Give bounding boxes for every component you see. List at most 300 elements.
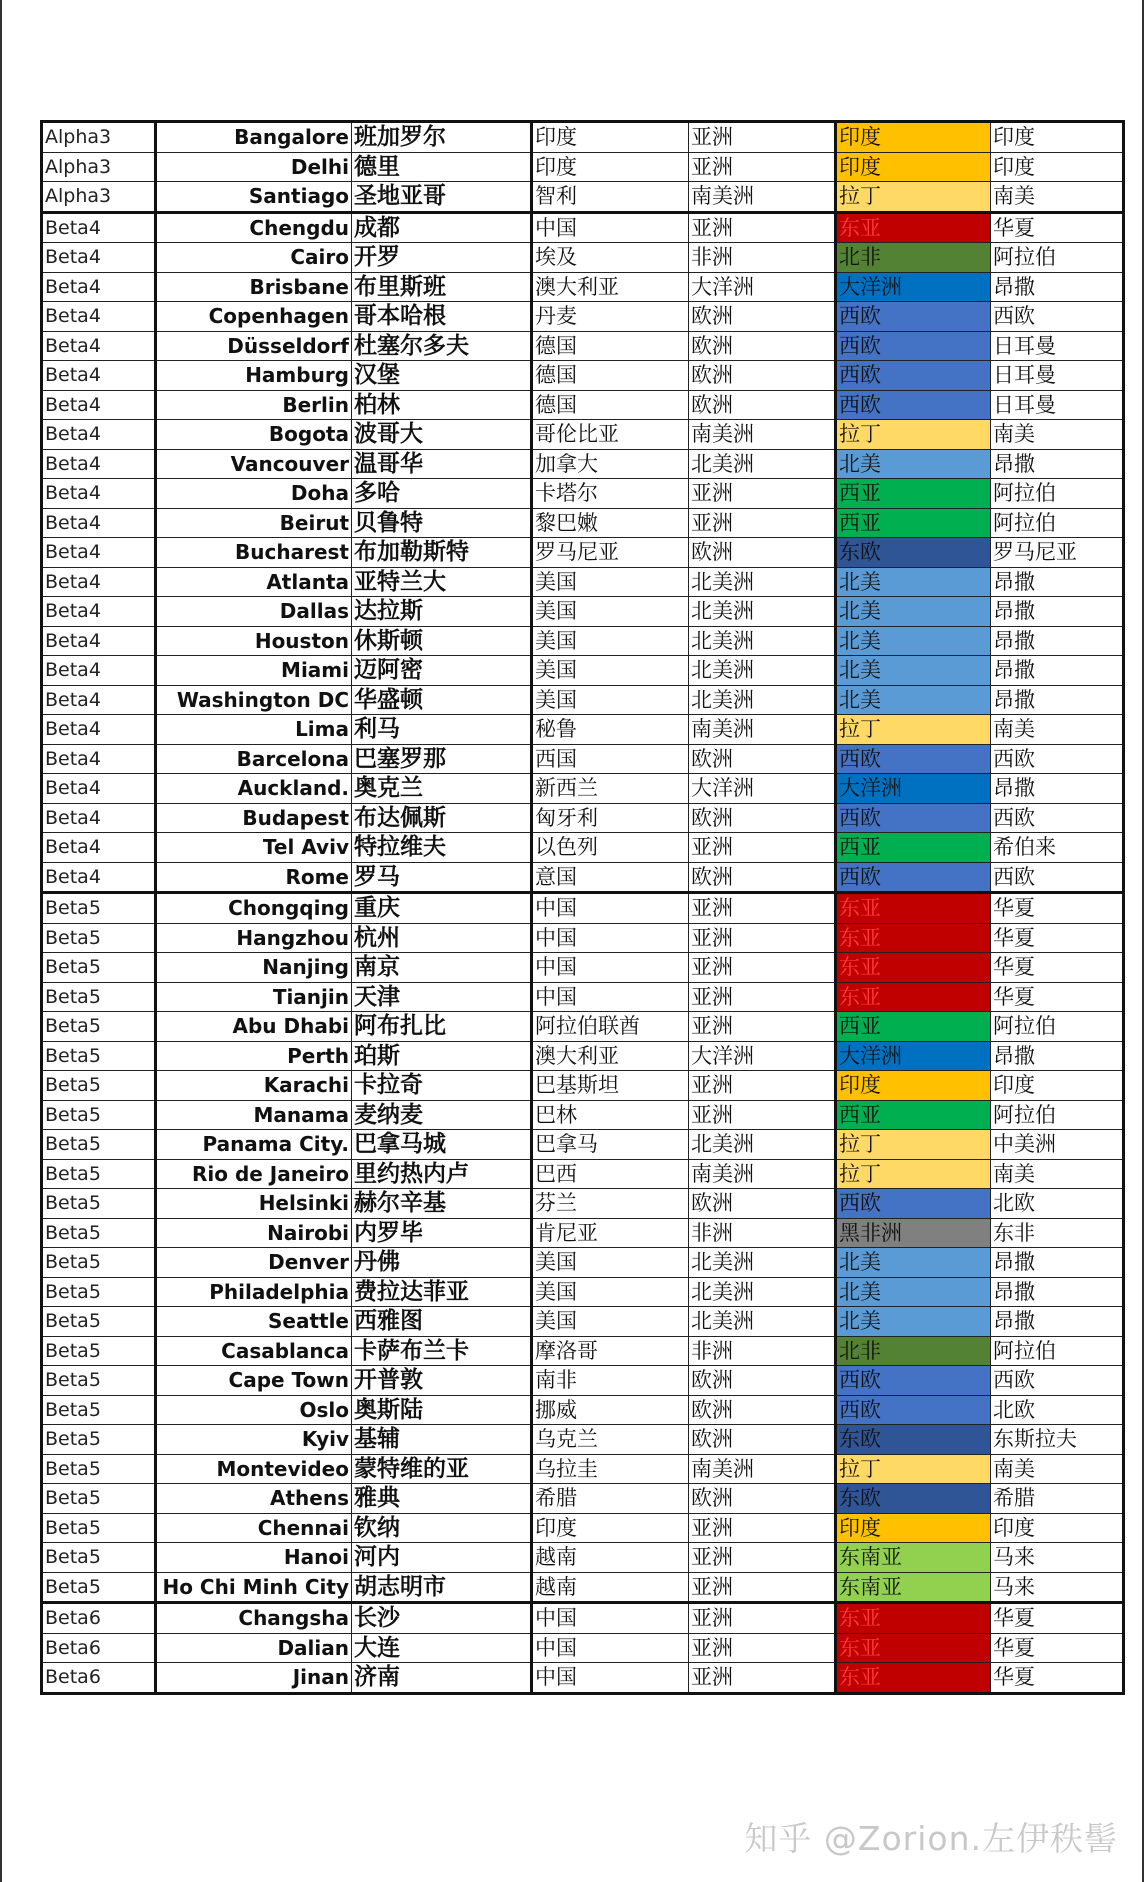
tier-cell: Beta5 (42, 953, 156, 983)
country-cell: 美国 (532, 597, 689, 627)
table-body (42, 122, 1124, 1694)
city-english-cell: Panama City. (156, 1130, 352, 1160)
region-cell: 西亚 (836, 833, 991, 863)
city-english-cell: Denver (156, 1248, 352, 1278)
country-cell: 哥伦比亚 (532, 420, 689, 450)
country-cell: 以色列 (532, 833, 689, 863)
culture-cell: 昂撒 (991, 656, 1124, 686)
city-chinese-cell: 温哥华 (352, 449, 532, 479)
city-chinese-cell: 特拉维夫 (352, 833, 532, 863)
city-chinese-cell: 贝鲁特 (352, 508, 532, 538)
table-row (42, 212, 1124, 243)
region-cell: 拉丁 (836, 1454, 991, 1484)
continent-cell: 南美洲 (689, 1159, 836, 1189)
region-cell: 西欧 (836, 1189, 991, 1219)
tier-cell: Beta5 (42, 893, 156, 924)
table-row (42, 508, 1124, 538)
city-english-cell: Chennai (156, 1513, 352, 1543)
city-english-cell: Vancouver (156, 449, 352, 479)
region-cell: 东欧 (836, 538, 991, 568)
city-english-cell: Bucharest (156, 538, 352, 568)
culture-cell: 华夏 (991, 212, 1124, 243)
tier-cell: Beta6 (42, 1663, 156, 1694)
continent-cell: 南美洲 (689, 1454, 836, 1484)
table-row (42, 982, 1124, 1012)
table-row (42, 833, 1124, 863)
city-english-cell: Beirut (156, 508, 352, 538)
culture-cell: 南美 (991, 1454, 1124, 1484)
culture-cell: 昂撒 (991, 449, 1124, 479)
tier-cell: Beta4 (42, 302, 156, 332)
region-cell: 西欧 (836, 302, 991, 332)
city-chinese-cell: 赫尔辛基 (352, 1189, 532, 1219)
continent-cell: 欧洲 (689, 803, 836, 833)
continent-cell: 北美洲 (689, 1307, 836, 1337)
city-english-cell: Rio de Janeiro (156, 1159, 352, 1189)
city-chinese-cell: 圣地亚哥 (352, 182, 532, 213)
continent-cell: 亚洲 (689, 1543, 836, 1573)
region-cell: 北美 (836, 626, 991, 656)
country-cell: 乌拉圭 (532, 1454, 689, 1484)
city-english-cell: Kyiv (156, 1425, 352, 1455)
table-row (42, 331, 1124, 361)
continent-cell: 亚洲 (689, 1633, 836, 1663)
country-cell: 中国 (532, 1633, 689, 1663)
country-cell: 美国 (532, 656, 689, 686)
region-cell: 东亚 (836, 1663, 991, 1694)
country-cell: 阿拉伯联酋 (532, 1012, 689, 1042)
region-cell: 东亚 (836, 893, 991, 924)
culture-cell: 马来 (991, 1543, 1124, 1573)
tier-cell: Beta5 (42, 1012, 156, 1042)
city-chinese-cell: 长沙 (352, 1603, 532, 1634)
table-row (42, 479, 1124, 509)
city-english-cell: Chengdu (156, 212, 352, 243)
continent-cell: 亚洲 (689, 953, 836, 983)
city-english-cell: Oslo (156, 1395, 352, 1425)
region-cell: 东欧 (836, 1484, 991, 1514)
region-cell: 印度 (836, 122, 991, 153)
city-chinese-cell: 班加罗尔 (352, 122, 532, 153)
city-english-cell: Berlin (156, 390, 352, 420)
tier-cell: Beta4 (42, 833, 156, 863)
culture-cell: 罗马尼亚 (991, 538, 1124, 568)
region-cell: 西欧 (836, 803, 991, 833)
table-row (42, 715, 1124, 745)
tier-cell: Beta5 (42, 1248, 156, 1278)
culture-cell: 西欧 (991, 803, 1124, 833)
tier-cell: Beta5 (42, 1130, 156, 1160)
region-cell: 北美 (836, 1307, 991, 1337)
region-cell: 西欧 (836, 1395, 991, 1425)
city-english-cell: Seattle (156, 1307, 352, 1337)
region-cell: 西欧 (836, 331, 991, 361)
country-cell: 中国 (532, 212, 689, 243)
region-cell: 东亚 (836, 1633, 991, 1663)
city-chinese-cell: 巴塞罗那 (352, 744, 532, 774)
tier-cell: Beta4 (42, 656, 156, 686)
table-row (42, 803, 1124, 833)
table-row (42, 538, 1124, 568)
region-cell: 印度 (836, 152, 991, 182)
country-cell: 美国 (532, 1248, 689, 1278)
country-cell: 西国 (532, 744, 689, 774)
country-cell: 巴西 (532, 1159, 689, 1189)
city-chinese-cell: 河内 (352, 1543, 532, 1573)
city-chinese-cell: 德里 (352, 152, 532, 182)
city-english-cell: Jinan (156, 1663, 352, 1694)
country-cell: 美国 (532, 1307, 689, 1337)
country-cell: 埃及 (532, 243, 689, 273)
continent-cell: 欧洲 (689, 1425, 836, 1455)
city-english-cell: Brisbane (156, 272, 352, 302)
country-cell: 挪威 (532, 1395, 689, 1425)
region-cell: 东南亚 (836, 1543, 991, 1573)
city-english-cell: Tel Aviv (156, 833, 352, 863)
continent-cell: 亚洲 (689, 1071, 836, 1101)
culture-cell: 北欧 (991, 1189, 1124, 1219)
country-cell: 美国 (532, 1277, 689, 1307)
city-english-cell: Athens (156, 1484, 352, 1514)
culture-cell: 昂撒 (991, 1248, 1124, 1278)
continent-cell: 亚洲 (689, 1100, 836, 1130)
city-english-cell: Atlanta (156, 567, 352, 597)
region-cell: 印度 (836, 1513, 991, 1543)
tier-cell: Beta5 (42, 982, 156, 1012)
region-cell: 大洋洲 (836, 272, 991, 302)
continent-cell: 北美洲 (689, 685, 836, 715)
tier-cell: Beta5 (42, 1513, 156, 1543)
region-cell: 北美 (836, 597, 991, 627)
continent-cell: 欧洲 (689, 1366, 836, 1396)
tier-cell: Alpha3 (42, 152, 156, 182)
continent-cell: 欧洲 (689, 390, 836, 420)
table-row (42, 1071, 1124, 1101)
country-cell: 南非 (532, 1366, 689, 1396)
city-chinese-cell: 里约热内卢 (352, 1159, 532, 1189)
region-cell: 大洋洲 (836, 774, 991, 804)
country-cell: 中国 (532, 953, 689, 983)
tier-cell: Beta5 (42, 1277, 156, 1307)
continent-cell: 亚洲 (689, 1012, 836, 1042)
culture-cell: 华夏 (991, 1603, 1124, 1634)
region-cell: 大洋洲 (836, 1041, 991, 1071)
table-row (42, 420, 1124, 450)
country-cell: 匈牙利 (532, 803, 689, 833)
table-row (42, 1513, 1124, 1543)
country-cell: 德国 (532, 361, 689, 391)
country-cell: 肯尼亚 (532, 1218, 689, 1248)
table-row (42, 1130, 1124, 1160)
continent-cell: 大洋洲 (689, 774, 836, 804)
table-row (42, 953, 1124, 983)
table-row (42, 685, 1124, 715)
tier-cell: Beta4 (42, 479, 156, 509)
table-row (42, 1159, 1124, 1189)
city-chinese-cell: 麦纳麦 (352, 1100, 532, 1130)
city-english-cell: Copenhagen (156, 302, 352, 332)
city-chinese-cell: 卡萨布兰卡 (352, 1336, 532, 1366)
culture-cell: 昂撒 (991, 1041, 1124, 1071)
city-english-cell: Perth (156, 1041, 352, 1071)
region-cell: 东亚 (836, 1603, 991, 1634)
table-row (42, 272, 1124, 302)
culture-cell: 阿拉伯 (991, 1012, 1124, 1042)
culture-cell: 南美 (991, 182, 1124, 213)
region-cell: 东亚 (836, 923, 991, 953)
region-cell: 北非 (836, 243, 991, 273)
table-row (42, 1603, 1124, 1634)
table-row (42, 390, 1124, 420)
culture-cell: 南美 (991, 715, 1124, 745)
tier-cell: Beta4 (42, 331, 156, 361)
country-cell: 澳大利亚 (532, 1041, 689, 1071)
continent-cell: 欧洲 (689, 331, 836, 361)
culture-cell: 阿拉伯 (991, 243, 1124, 273)
city-chinese-cell: 雅典 (352, 1484, 532, 1514)
region-cell: 西亚 (836, 479, 991, 509)
continent-cell: 欧洲 (689, 538, 836, 568)
continent-cell: 亚洲 (689, 479, 836, 509)
city-english-cell: Miami (156, 656, 352, 686)
continent-cell: 亚洲 (689, 893, 836, 924)
city-chinese-cell: 奥斯陆 (352, 1395, 532, 1425)
region-cell: 北美 (836, 685, 991, 715)
city-chinese-cell: 大连 (352, 1633, 532, 1663)
continent-cell: 亚洲 (689, 1572, 836, 1603)
city-english-cell: Ho Chi Minh City (156, 1572, 352, 1603)
culture-cell: 印度 (991, 1071, 1124, 1101)
table-row (42, 597, 1124, 627)
culture-cell: 昂撒 (991, 774, 1124, 804)
country-cell: 越南 (532, 1543, 689, 1573)
city-chinese-cell: 汉堡 (352, 361, 532, 391)
culture-cell: 阿拉伯 (991, 508, 1124, 538)
country-cell: 中国 (532, 1663, 689, 1694)
table-row (42, 1218, 1124, 1248)
city-chinese-cell: 开罗 (352, 243, 532, 273)
continent-cell: 欧洲 (689, 361, 836, 391)
region-cell: 西欧 (836, 361, 991, 391)
tier-cell: Beta5 (42, 1336, 156, 1366)
tier-cell: Beta4 (42, 774, 156, 804)
city-chinese-cell: 哥本哈根 (352, 302, 532, 332)
region-cell: 拉丁 (836, 1159, 991, 1189)
city-chinese-cell: 蒙特维的亚 (352, 1454, 532, 1484)
country-cell: 印度 (532, 1513, 689, 1543)
continent-cell: 非洲 (689, 1218, 836, 1248)
tier-cell: Beta4 (42, 803, 156, 833)
tier-cell: Beta4 (42, 449, 156, 479)
country-cell: 罗马尼亚 (532, 538, 689, 568)
tier-cell: Beta5 (42, 1366, 156, 1396)
culture-cell: 希腊 (991, 1484, 1124, 1514)
tier-cell: Beta5 (42, 1218, 156, 1248)
culture-cell: 昂撒 (991, 272, 1124, 302)
city-chinese-cell: 阿布扎比 (352, 1012, 532, 1042)
continent-cell: 亚洲 (689, 152, 836, 182)
table-row (42, 1395, 1124, 1425)
country-cell: 加拿大 (532, 449, 689, 479)
city-english-cell: Hanoi (156, 1543, 352, 1573)
table-row (42, 1307, 1124, 1337)
table-row (42, 626, 1124, 656)
city-english-cell: Karachi (156, 1071, 352, 1101)
city-english-cell: Budapest (156, 803, 352, 833)
country-cell: 中国 (532, 1603, 689, 1634)
culture-cell: 华夏 (991, 982, 1124, 1012)
city-english-cell: Lima (156, 715, 352, 745)
country-cell: 秘鲁 (532, 715, 689, 745)
culture-cell: 北欧 (991, 1395, 1124, 1425)
country-cell: 智利 (532, 182, 689, 213)
continent-cell: 北美洲 (689, 1277, 836, 1307)
city-english-cell: Düsseldorf (156, 331, 352, 361)
region-cell: 西亚 (836, 508, 991, 538)
tier-cell: Beta4 (42, 538, 156, 568)
city-english-cell: Rome (156, 862, 352, 893)
continent-cell: 亚洲 (689, 1603, 836, 1634)
country-cell: 德国 (532, 390, 689, 420)
table-row (42, 1543, 1124, 1573)
continent-cell: 南美洲 (689, 420, 836, 450)
culture-cell: 希伯来 (991, 833, 1124, 863)
city-chinese-cell: 成都 (352, 212, 532, 243)
culture-cell: 印度 (991, 1513, 1124, 1543)
tier-cell: Beta4 (42, 744, 156, 774)
city-chinese-cell: 胡志明市 (352, 1572, 532, 1603)
country-cell: 中国 (532, 923, 689, 953)
culture-cell: 华夏 (991, 953, 1124, 983)
continent-cell: 亚洲 (689, 508, 836, 538)
city-chinese-cell: 杭州 (352, 923, 532, 953)
country-cell: 乌克兰 (532, 1425, 689, 1455)
region-cell: 西欧 (836, 390, 991, 420)
tier-cell: Beta4 (42, 862, 156, 893)
continent-cell: 北美洲 (689, 656, 836, 686)
tier-cell: Alpha3 (42, 122, 156, 153)
city-chinese-cell: 天津 (352, 982, 532, 1012)
table-row (42, 361, 1124, 391)
table-row (42, 1366, 1124, 1396)
continent-cell: 南美洲 (689, 182, 836, 213)
continent-cell: 北美洲 (689, 597, 836, 627)
city-english-cell: Auckland. (156, 774, 352, 804)
tier-cell: Beta5 (42, 1307, 156, 1337)
culture-cell: 西欧 (991, 862, 1124, 893)
culture-cell: 东斯拉夫 (991, 1425, 1124, 1455)
continent-cell: 亚洲 (689, 923, 836, 953)
continent-cell: 欧洲 (689, 744, 836, 774)
city-chinese-cell: 内罗毕 (352, 1218, 532, 1248)
table-row (42, 774, 1124, 804)
continent-cell: 北美洲 (689, 449, 836, 479)
culture-cell: 华夏 (991, 923, 1124, 953)
table-row (42, 1277, 1124, 1307)
city-chinese-cell: 休斯顿 (352, 626, 532, 656)
tier-cell: Beta5 (42, 923, 156, 953)
city-english-cell: Abu Dhabi (156, 1012, 352, 1042)
tier-cell: Beta4 (42, 212, 156, 243)
continent-cell: 非洲 (689, 1336, 836, 1366)
city-english-cell: Santiago (156, 182, 352, 213)
country-cell: 希腊 (532, 1484, 689, 1514)
city-chinese-cell: 波哥大 (352, 420, 532, 450)
city-chinese-cell: 珀斯 (352, 1041, 532, 1071)
table-row (42, 1633, 1124, 1663)
city-chinese-cell: 多哈 (352, 479, 532, 509)
tier-cell: Beta6 (42, 1603, 156, 1634)
city-chinese-cell: 布加勒斯特 (352, 538, 532, 568)
region-cell: 东亚 (836, 982, 991, 1012)
city-english-cell: Philadelphia (156, 1277, 352, 1307)
culture-cell: 马来 (991, 1572, 1124, 1603)
city-english-cell: Bogota (156, 420, 352, 450)
city-chinese-cell: 布达佩斯 (352, 803, 532, 833)
table-row (42, 862, 1124, 893)
continent-cell: 欧洲 (689, 1189, 836, 1219)
tier-cell: Beta5 (42, 1100, 156, 1130)
city-english-cell: Doha (156, 479, 352, 509)
city-chinese-cell: 卡拉奇 (352, 1071, 532, 1101)
country-cell: 新西兰 (532, 774, 689, 804)
tier-cell: Beta5 (42, 1071, 156, 1101)
city-english-cell: Bangalore (156, 122, 352, 153)
continent-cell: 亚洲 (689, 982, 836, 1012)
city-chinese-cell: 费拉达菲亚 (352, 1277, 532, 1307)
table-row (42, 1572, 1124, 1603)
tier-cell: Beta4 (42, 361, 156, 391)
region-cell: 西亚 (836, 1100, 991, 1130)
tier-cell: Beta4 (42, 420, 156, 450)
country-cell: 意国 (532, 862, 689, 893)
region-cell: 西欧 (836, 1366, 991, 1396)
region-cell: 东南亚 (836, 1572, 991, 1603)
culture-cell: 印度 (991, 152, 1124, 182)
city-chinese-cell: 西雅图 (352, 1307, 532, 1337)
watermark: 知乎 @Zorion.左伊秩髻 (744, 1819, 1118, 1858)
city-english-cell: Montevideo (156, 1454, 352, 1484)
culture-cell: 西欧 (991, 744, 1124, 774)
tier-cell: Beta5 (42, 1454, 156, 1484)
page-edge-left (0, 0, 2, 1882)
region-cell: 印度 (836, 1071, 991, 1101)
city-chinese-cell: 钦纳 (352, 1513, 532, 1543)
city-english-cell: Washington DC (156, 685, 352, 715)
city-english-cell: Cairo (156, 243, 352, 273)
tier-cell: Beta5 (42, 1041, 156, 1071)
continent-cell: 大洋洲 (689, 1041, 836, 1071)
culture-cell: 日耳曼 (991, 390, 1124, 420)
tier-cell: Beta5 (42, 1425, 156, 1455)
city-english-cell: Dalian (156, 1633, 352, 1663)
region-cell: 北美 (836, 656, 991, 686)
table-row (42, 1012, 1124, 1042)
continent-cell: 欧洲 (689, 1395, 836, 1425)
region-cell: 拉丁 (836, 182, 991, 213)
culture-cell: 昂撒 (991, 567, 1124, 597)
culture-cell: 华夏 (991, 893, 1124, 924)
culture-cell: 日耳曼 (991, 361, 1124, 391)
continent-cell: 北美洲 (689, 1248, 836, 1278)
table-row (42, 1484, 1124, 1514)
tier-cell: Beta4 (42, 626, 156, 656)
region-cell: 黑非洲 (836, 1218, 991, 1248)
table-row (42, 152, 1124, 182)
table-row (42, 744, 1124, 774)
city-chinese-cell: 布里斯班 (352, 272, 532, 302)
table-row (42, 1100, 1124, 1130)
